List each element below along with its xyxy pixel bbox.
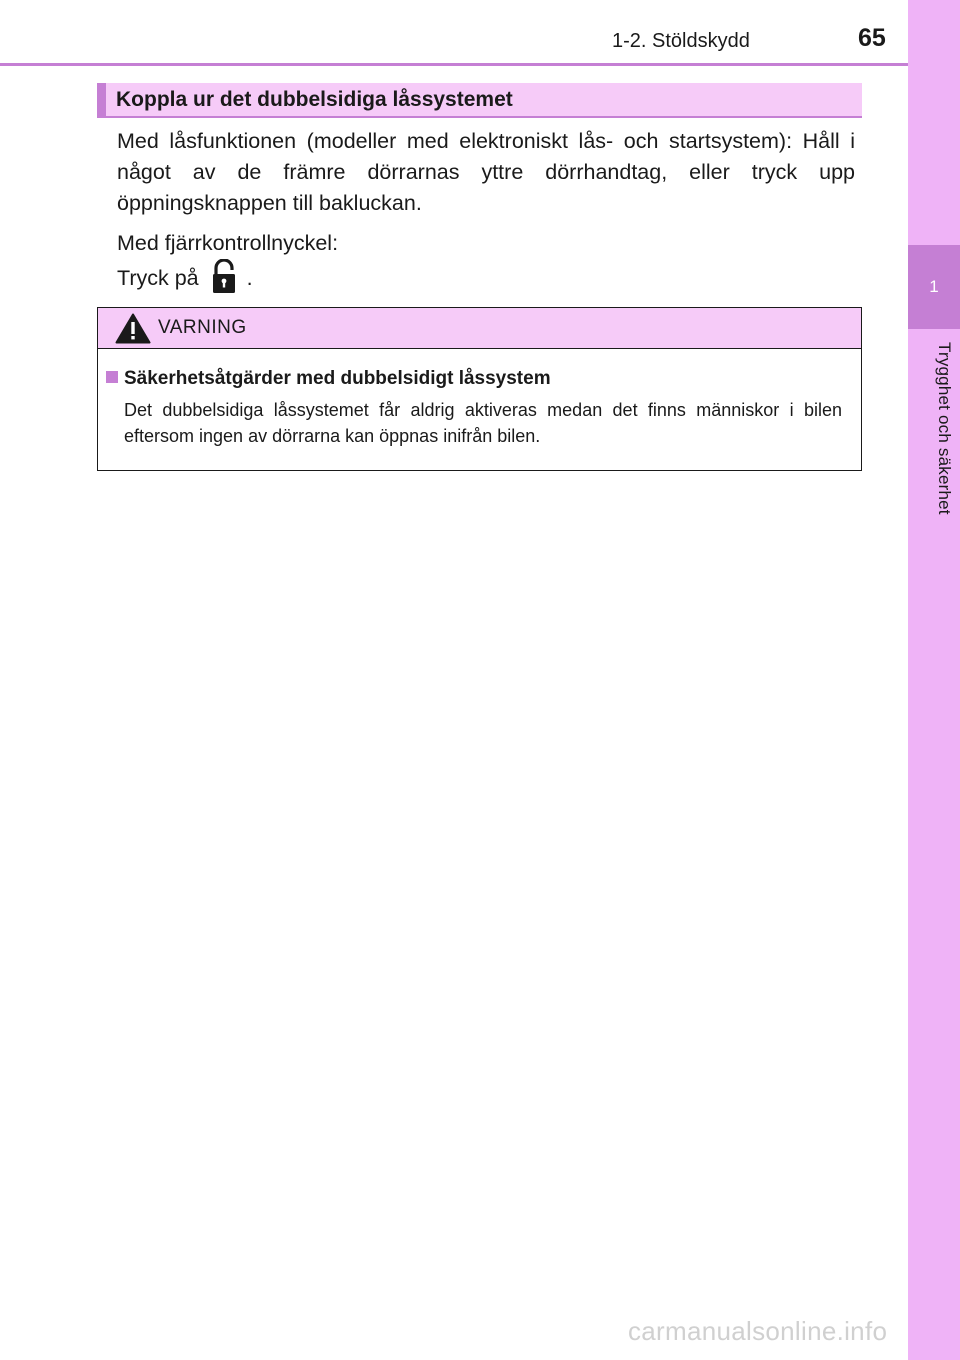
warning-box — [97, 307, 862, 471]
section-heading-box — [97, 83, 862, 118]
instruction-suffix: . — [246, 266, 253, 290]
heading-accent-bar — [97, 83, 106, 116]
watermark: carmanualsonline.info — [628, 1316, 888, 1346]
warning-triangle-icon — [115, 313, 151, 349]
remote-key-instruction — [117, 259, 855, 302]
warning-subheading-text: Säkerhetsåtgärder med dubbelsidigt låssystem — [124, 368, 551, 389]
warning-subheading — [106, 368, 551, 390]
unlock-icon — [211, 259, 237, 302]
bullet-square-icon — [106, 371, 118, 383]
header-divider — [0, 63, 908, 66]
section-heading: Koppla ur det dubbelsidiga låssystemet — [116, 88, 513, 111]
page-number: 65 — [858, 24, 886, 52]
paragraph-lock-function: Med låsfunktionen (modeller med elektroniskt lås- och startsystem): Håll i något av de främre dörrarnas yttre dörrhandtag, eller tryck upp öppningsknappen till bakluckan. — [117, 129, 855, 215]
chapter-tab — [908, 245, 960, 329]
warning-body: Det dubbelsidiga låssystemet får aldrig aktiveras medan det finns människor i bilen eftersom ingen av dörrarna kan öppnas inifrån bilen. — [124, 400, 842, 446]
warning-header — [98, 308, 861, 349]
chapter-title: Trygghet och säkerhet — [935, 342, 954, 515]
running-header-section: 1-2. Stöldskydd — [612, 30, 750, 52]
instruction-prefix: Tryck på — [117, 266, 199, 290]
chapter-sidebar — [908, 0, 960, 1360]
warning-title: VARNING — [158, 317, 247, 338]
remote-key-label: Med fjärrkontrollnyckel: — [117, 231, 339, 255]
paragraph-remote-key — [117, 228, 855, 302]
chapter-number: 1 — [929, 277, 939, 296]
